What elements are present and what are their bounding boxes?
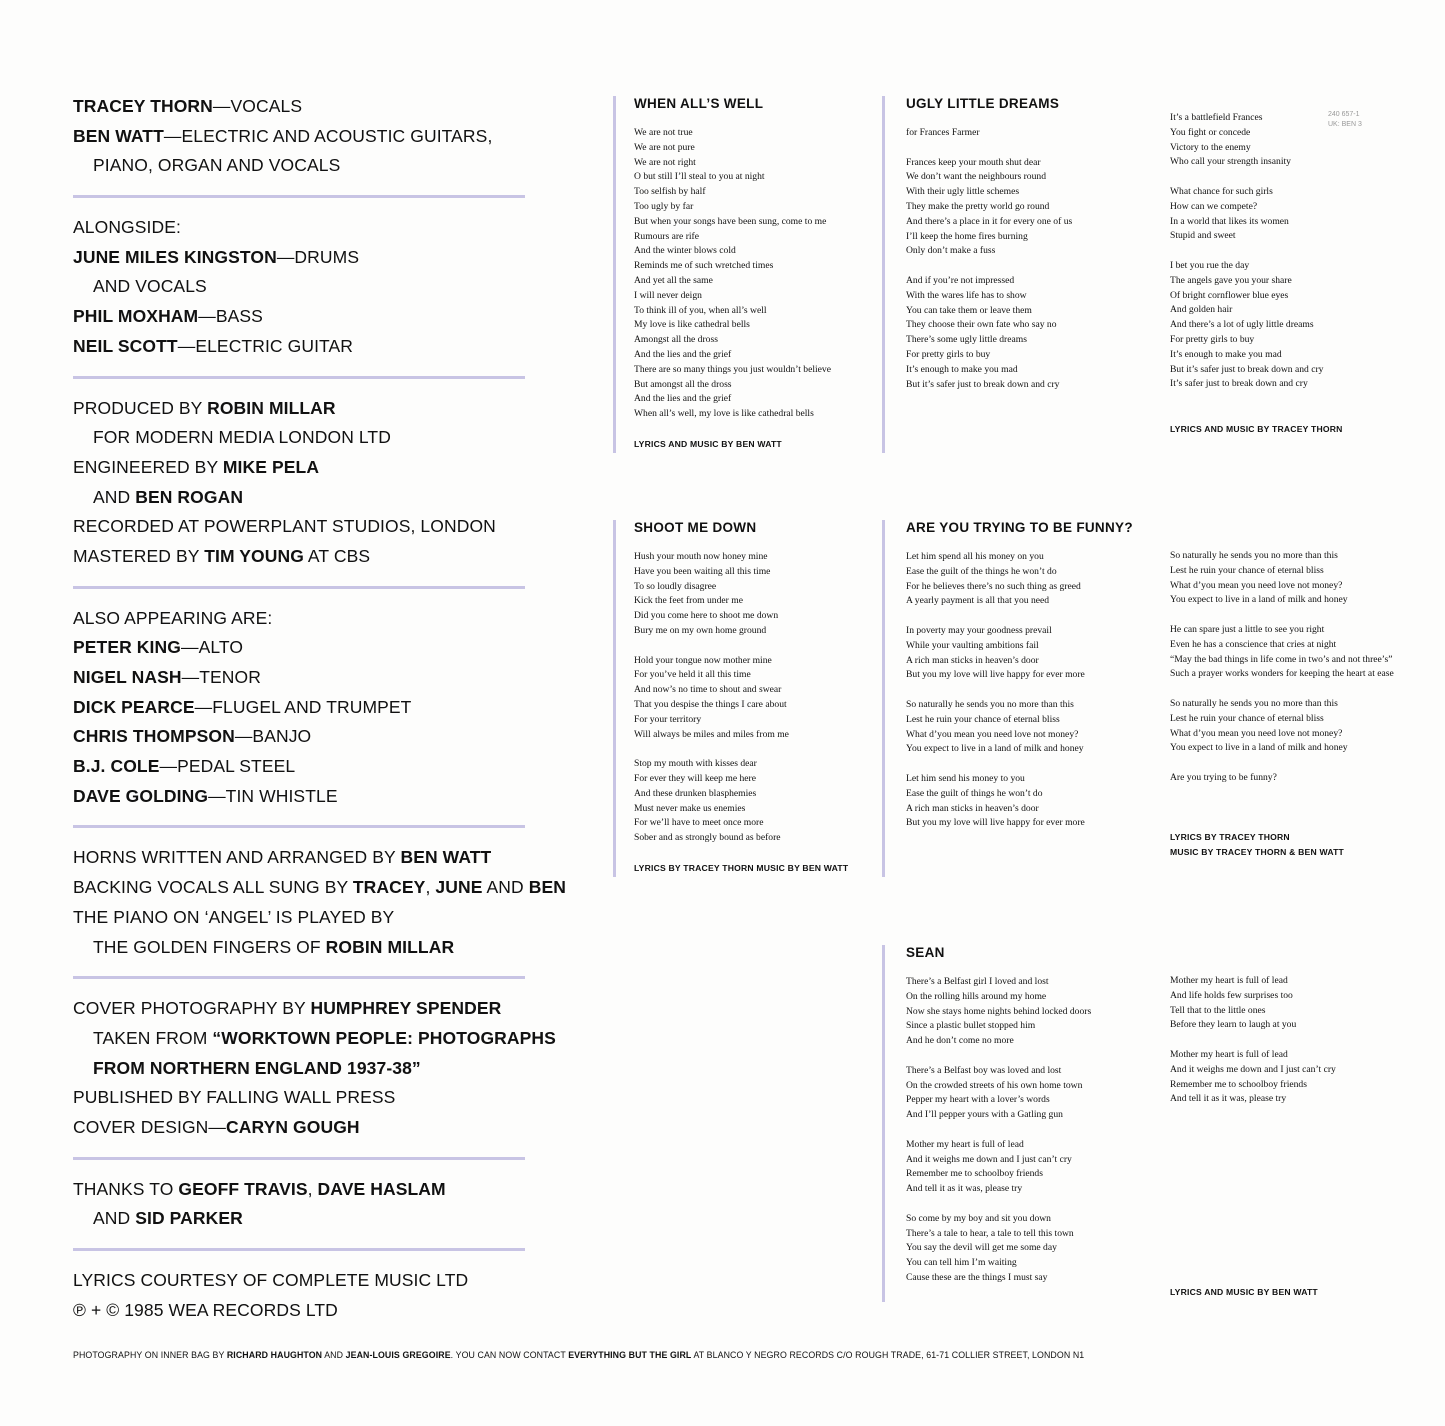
credit-line [73,1175,525,1205]
lyric-line: But it’s safer just to break down and cry [1170,363,1324,375]
credits-group [73,1266,525,1325]
credit-name: NEIL SCOTT [73,335,178,356]
lyric-line: Such a prayer works wonders for keeping the heart at ease [1170,668,1394,680]
lyric-line: Ease the guilt of things he won’t do [906,787,1043,799]
credit-line [73,604,525,634]
lyric-line: To so loudly disagree [634,580,717,592]
lyric-line: I will never deign [634,289,702,301]
lyric-line: Cause these are the things I must say [906,1271,1048,1283]
lyric-line: There are so many things you just wouldn’t believe [634,363,831,375]
lyric-line: So naturally he sends you no more than this [1170,550,1338,561]
lyric-line: So naturally he sends you no more than this [906,698,1074,710]
catalog-line: UK: BEN 3 [1328,121,1362,128]
credit-name: BEN [528,877,566,898]
lyric-line: Mother my heart is full of lead [1170,975,1288,986]
song-title: UGLY LITTLE DREAMS [906,96,1060,111]
lyric-line: But you my love will live happy for ever more [906,669,1085,681]
song-credit: LYRICS BY TRACEY THORN [1170,832,1290,843]
column-divider [882,945,885,1302]
lyric-line: Let him spend all his money on you [906,551,1044,562]
lyric-line: Did you come here to shoot me down [634,610,779,622]
credit-line [73,122,525,152]
credit-text: PUBLISHED BY FALLING WALL PRESS [73,1087,396,1108]
song-title: WHEN ALL’S WELL [634,96,764,111]
credit-line [73,1083,525,1113]
song-shoot-me-down [634,520,848,876]
lyrics [1170,111,1343,392]
lyric-line: On the crowded streets of his own home town [906,1079,1083,1091]
lyric-line [1170,244,1343,259]
lyric-line: Mother my heart is full of lead [1170,1048,1288,1060]
credit-name: JUNE [435,877,483,898]
lyric-line: Pepper my heart with a lover’s words [906,1094,1050,1106]
lyric-line: You can tell him I’m waiting [906,1257,1017,1269]
catalog-number [1328,110,1362,130]
song-title: SHOOT ME DOWN [634,520,757,535]
lyric-line: For he believes there’s no such thing as greed [906,580,1081,592]
column-divider [882,96,885,453]
credit-name: B.J. COLE [73,756,160,777]
lyric-line: You expect to live in a land of milk and honey [1170,742,1348,754]
lyric-line: Tell that to the little ones [1170,1004,1266,1016]
lyric-line [1170,756,1394,771]
lyric-line: But it’s safer just to break down and cry [906,378,1060,390]
lyrics [634,550,848,846]
lyric-line [906,757,1133,772]
divider [73,1248,525,1251]
lyric-line: You fight or concede [1170,126,1251,138]
lyric-line: Who call your strength insanity [1170,156,1291,168]
credits-column [73,92,566,1325]
lyric-line: On the rolling hills around my home [906,990,1047,1002]
lyric-line: In poverty may your goodness prevail [906,624,1052,636]
credit-text: —FLUGEL AND TRUMPET [194,696,412,717]
lyric-line: So naturally he sends you no more than this [1170,697,1338,709]
lyric-line: There’s a tale to hear, a tale to tell this town [906,1227,1074,1239]
lyrics [634,126,831,422]
lyric-line: Sober and as strongly bound as before [634,832,781,844]
lyric-line [1170,682,1394,697]
lyric-line: It’s a battlefield Frances [1170,112,1263,123]
lyrics [1170,549,1394,786]
footer-name: RICHARD HAUGHTON [226,1350,323,1360]
song-credit: LYRICS AND MUSIC BY BEN WATT [1170,1287,1318,1297]
lyrics [906,550,1133,831]
lyric-line: We are not true [634,127,693,138]
lyric-line: And he don’t come no more [906,1035,1014,1047]
credit-text: —ALTO [180,637,244,658]
divider [73,376,525,379]
lyrics [1170,974,1336,1107]
credit-text: LYRICS COURTESY OF COMPLETE MUSIC LTD [73,1270,469,1290]
lyric-line: You expect to live in a land of milk and honey [906,743,1084,755]
credit-line [73,1204,525,1234]
lyric-line: Lest he ruin your chance of eternal bliss [906,713,1060,725]
lyric-line: But amongst all the dross [634,378,732,390]
lyric-line: What d’you mean you need love not money? [906,728,1079,740]
credit-name: “WORKTOWN PEOPLE: PHOTOGRAPHS [212,1027,556,1048]
credit-line [73,843,525,873]
lyric-line: And the winter blows cold [634,245,736,257]
lyric-line [634,639,848,654]
lyric-line: Of bright cornflower blue eyes [1170,289,1289,301]
credit-text: AND [93,1208,136,1229]
lyric-line: Mother my heart is full of lead [906,1138,1024,1150]
credit-line [73,633,525,663]
credit-name: DAVE GOLDING [73,785,209,806]
credits-group [73,843,566,962]
credit-name: PETER KING [73,637,181,658]
song-ugly-little-dreams [906,96,1072,392]
lyric-line: You expect to live in a land of milk and honey [1170,594,1348,606]
lyric-line: What chance for such girls [1170,185,1273,197]
credit-name: BEN WATT [400,847,492,868]
lyric-line: Now she stays home nights behind locked doors [906,1005,1092,1017]
lyric-line: Before they learn to laugh at you [1170,1019,1297,1031]
footer-text: AT BLANCO Y NEGRO RECORDS C/O ROUGH TRADE, 61-71 COLLIER STREET, LONDON N1 [691,1350,1085,1360]
credits-group [73,92,525,181]
lyric-line: Frances keep your mouth shut dear [906,156,1041,168]
lyric-line: And life holds few surprises too [1170,989,1293,1001]
song-credit: LYRICS AND MUSIC BY TRACEY THORN [1170,423,1343,434]
lyric-line [1170,170,1343,185]
divider [73,1157,525,1160]
lyric-line [906,259,1072,274]
song-sean-cont [1170,974,1336,1107]
credit-line [73,873,566,903]
lyric-line: Are you trying to be funny? [1170,771,1277,783]
credit-text: , [425,877,436,898]
lyric-line: They make the pretty world go round [906,200,1050,212]
lyric-line: When all’s well, my love is like cathedral bells [634,408,814,420]
credit-line [73,663,525,693]
lyric-line: And the lies and the grief [634,393,732,405]
lyric-line: “May the bad things in life come in two’s and not three’s” [1170,653,1393,665]
lyric-line: And if you’re not impressed [906,274,1015,286]
lyric-line: Lest he ruin your chance of eternal bliss [1170,712,1324,724]
lyric-line: He can spare just a little to see you right [1170,623,1325,635]
lyric-line: I’ll keep the home fires burning [906,230,1028,242]
credit-line [73,512,525,542]
credit-name: TRACEY [352,877,426,898]
credits-group [73,1175,525,1234]
credit-name: TRACEY THORN [73,96,213,116]
credit-text: HORNS WRITTEN AND ARRANGED BY [73,847,401,868]
lyric-line: For you’ve held it all this time [634,669,751,681]
credit-text: AND [482,877,529,898]
column-divider [613,520,616,877]
credit-line [73,272,525,302]
credit-name: ROBIN MILLAR [207,397,336,418]
credit-line [73,1266,525,1296]
footer-name: JEAN-LOUIS GREGOIRE [345,1350,451,1360]
footer-text: AND [322,1350,346,1360]
lyric-line: But you my love will live happy for ever more [906,817,1085,829]
credit-text: AND VOCALS [93,276,207,297]
credit-line [73,782,525,812]
lyric-line: We don’t want the neighbours round [906,171,1046,183]
lyric-line: And tell it as it was, please try [906,1183,1023,1195]
credit-line [73,1113,525,1143]
lyrics [906,126,1072,392]
credit-text: AND [93,486,136,507]
lyric-line: Remember me to schoolboy friends [906,1168,1043,1180]
lyrics [906,975,1091,1286]
song-ugly-little-dreams-cont [1170,111,1343,437]
lyric-line: Too selfish by half [634,186,706,198]
credit-text: AT CBS [303,545,371,566]
lyric-line [906,683,1133,698]
song-are-you-trying-to-be-funny [906,520,1133,831]
lyric-line: Hush your mouth now honey mine [634,551,768,562]
credit-name: JUNE MILES KINGSTON [73,246,277,267]
lyric-line: Too ugly by far [634,200,694,212]
lyric-line: Victory to the enemy [1170,141,1251,153]
footer-name: EVERYTHING BUT THE GIRL [568,1350,692,1360]
credit-line [73,332,525,362]
credit-line [73,1296,525,1326]
credit-line [73,453,525,483]
lyric-line [634,742,848,757]
lyric-line: It’s enough to make you mad [1170,348,1282,360]
credit-line [73,151,525,181]
credit-text: —VOCALS [212,96,303,116]
lyric-line: We are not pure [634,141,695,153]
credits-group [73,394,525,572]
lyric-line: Since a plastic bullet stopped him [906,1020,1036,1032]
credit-line [73,92,525,122]
credit-text: —BANJO [234,726,312,747]
song-credit: LYRICS AND MUSIC BY BEN WATT [634,438,782,449]
credit-line [73,903,525,933]
credit-text: —ELECTRIC AND ACOUSTIC GUITARS, [163,125,493,146]
credits-group [73,994,556,1142]
credit-name: FROM NORTHERN ENGLAND 1937-38” [93,1057,421,1078]
catalog-line: 240 657-1 [1328,111,1360,118]
song-are-you-trying-to-be-funny-cont [1170,549,1394,860]
credit-text: —PEDAL STEEL [159,756,296,777]
lyric-line [906,141,1072,156]
credit-name: NIGEL NASH [73,667,182,687]
credit-line [73,243,525,273]
lyric-line: And it weighs me down and I just can’t cry [906,1153,1072,1165]
lyric-line: Rumours are rife [634,230,700,242]
lyric-line: You say the devil will get me some day [906,1242,1057,1254]
footer-text: PHOTOGRAPHY ON INNER BAG BY [73,1350,227,1360]
credit-line [73,483,525,513]
lyric-line: What d’you mean you need love not money? [1170,579,1343,591]
lyric-line [906,1049,1091,1064]
credit-name: DICK PEARCE [73,696,195,717]
lyric-line: O but still I’ll steal to you at night [634,171,765,183]
credit-text: ALSO APPEARING ARE: [73,607,273,628]
credit-name: CARYN GOUGH [226,1116,360,1137]
lyric-line: Bury me on my own home ground [634,624,767,636]
credit-line [73,213,525,243]
lyric-line: For pretty girls to buy [906,348,991,360]
lyric-line: How can we compete? [1170,200,1258,212]
lyric-line: And I’ll pepper yours with a Gatling gun [906,1109,1063,1121]
credit-name: CHRIS THOMPSON [73,726,235,747]
credit-text: —DRUMS [276,246,360,267]
lyric-line: Only don’t make a fuss [906,245,996,257]
lyric-line: Will always be miles and miles from me [634,728,789,740]
song-credit: MUSIC BY TRACEY THORN & BEN WATT [1170,846,1344,857]
credit-line [73,394,525,424]
divider [73,976,525,979]
lyric-line: To think ill of you, when all’s well [634,304,767,316]
song-title: SEAN [906,945,945,960]
lyric-line: And there’s a place in it for every one of us [906,215,1073,227]
lyric-line: It’s safer just to break down and cry [1170,378,1308,390]
credit-line [73,722,525,752]
divider [73,195,525,198]
lyric-line: And yet all the same [634,274,713,286]
lyric-line: for Frances Farmer [906,127,980,138]
lyric-line: And now’s no time to shout and swear [634,684,782,696]
credit-name: BEN WATT [73,125,164,146]
credit-name: MIKE PELA [222,456,320,477]
lyric-line: There’s a Belfast girl I loved and lost [906,976,1049,987]
credit-text: ENGINEERED BY [73,456,223,477]
credit-text: THE PIANO ON ‘ANGEL’ IS PLAYED BY [73,906,395,927]
lyric-line: They choose their own fate who say no [906,319,1057,331]
credit-name: HUMPHREY SPENDER [310,998,502,1019]
credit-text: THE GOLDEN FINGERS OF [93,936,326,957]
lyric-line: You can take them or leave them [906,304,1032,316]
lyric-line: For your territory [634,713,702,725]
credit-text: COVER PHOTOGRAPHY BY [73,998,311,1019]
lyric-line: And the lies and the grief [634,348,732,360]
lyric-line: And it weighs me down and I just can’t cry [1170,1063,1336,1075]
lyric-line: Remember me to schoolboy friends [1170,1078,1307,1090]
song-when-alls-well [634,96,831,452]
divider [73,825,525,828]
lyric-line [906,1123,1091,1138]
lyric-line: Even he has a conscience that cries at night [1170,638,1337,650]
credit-text: FOR MODERN MEDIA LONDON LTD [93,427,391,448]
lyric-line: That you despise the things I care about [634,698,787,710]
footer-text: . YOU CAN NOW CONTACT [450,1350,569,1360]
credit-text: —TIN WHISTLE [208,785,338,806]
lyric-line: Reminds me of such wretched times [634,260,774,272]
credit-line [73,302,525,332]
lyric-line: The angels gave you your share [1170,274,1292,286]
lyric-line [1170,1033,1336,1048]
credit-line [73,994,525,1024]
credit-text: THANKS TO [73,1178,179,1199]
song-credit: LYRICS BY TRACEY THORN MUSIC BY BEN WATT [634,862,849,873]
lyric-line: With their ugly little schemes [906,186,1020,198]
credit-line [73,752,525,782]
lyric-line: There’s some ugly little dreams [906,334,1027,346]
lyric-line: For we’ll have to meet once more [634,817,764,829]
credit-text: RECORDED AT POWERPLANT STUDIOS, LONDON [73,516,496,537]
credit-line [73,693,525,723]
credit-name: ROBIN MILLAR [325,936,455,957]
credit-text: PRODUCED BY [73,397,208,418]
lyric-line: A rich man sticks in heaven’s door [906,654,1039,666]
credit-name: SID PARKER [135,1208,243,1229]
song-sean [906,945,1091,1286]
credit-text: COVER DESIGN— [73,1116,226,1137]
song-title: ARE YOU TRYING TO BE FUNNY? [906,520,1133,535]
lyric-line: And golden hair [1170,304,1233,316]
lyric-line: Have you been waiting all this time [634,565,771,577]
lyric-line: For pretty girls to buy [1170,333,1255,345]
lyric-line [906,1197,1091,1212]
credit-text: , [307,1178,318,1199]
lyric-line: So come by my boy and sit you down [906,1212,1051,1224]
lyric-line: It’s enough to make you mad [906,363,1018,375]
lyric-line: And there’s a lot of ugly little dreams [1170,319,1314,331]
lyric-line: A yearly payment is all that you need [906,595,1050,607]
lyric-line: Lest he ruin your chance of eternal bliss [1170,564,1324,576]
credit-text: BACKING VOCALS ALL SUNG BY [73,877,353,898]
credit-line [73,1024,556,1054]
lyric-line: Must never make us enemies [634,802,746,814]
lyric-line: But when your songs have been sung, come to me [634,215,827,227]
lyric-line: What d’you mean you need love not money? [1170,727,1343,739]
credit-name: PHIL MOXHAM [73,306,199,327]
lyric-line: There’s a Belfast boy was loved and lost [906,1064,1062,1076]
lyric-line: Hold your tongue now mother mine [634,654,772,666]
lyric-line: My love is like cathedral bells [634,319,750,331]
lyric-line: Amongst all the dross [634,334,718,346]
column-divider [613,96,616,453]
lyric-line: For ever they will keep me here [634,772,757,784]
lyric-line: And tell it as it was, please try [1170,1093,1287,1105]
credit-text: ALONGSIDE: [73,217,181,238]
credit-line [73,542,525,572]
credits-group [73,213,525,361]
lyric-line: While your vaulting ambitions fail [906,639,1039,651]
credit-line [73,933,525,963]
lyric-line: Stop my mouth with kisses dear [634,758,757,770]
credits-group [73,604,525,812]
lyric-line: Stupid and sweet [1170,230,1236,242]
credit-text: PIANO, ORGAN AND VOCALS [93,155,341,176]
credit-text: —BASS [198,306,263,327]
credit-text: MASTERED BY [73,545,205,566]
divider [73,586,525,589]
credit-line [73,423,525,453]
credit-name: TIM YOUNG [204,545,304,566]
credit-text: —ELECTRIC GUITAR [177,335,354,356]
lyric-line: Let him send his money to you [906,772,1025,784]
credit-name: DAVE HASLAM [317,1178,446,1199]
lyric-line: Ease the guilt of the things he won’t do [906,565,1057,577]
credit-text: TAKEN FROM [93,1027,213,1048]
lyric-line: We are not right [634,156,696,168]
lyric-line [906,609,1133,624]
lyric-line: In a world that likes its women [1170,215,1289,227]
lyric-line: With the wares life has to show [906,289,1027,301]
lyric-line: A rich man sticks in heaven’s door [906,802,1039,814]
credit-name: GEOFF TRAVIS [178,1178,308,1199]
credit-text: ℗ + © 1985 WEA RECORDS LTD [73,1299,338,1320]
credit-name: BEN ROGAN [135,486,244,507]
footer-credits [73,1350,1084,1360]
lyric-line: I bet you rue the day [1170,259,1250,271]
lyric-line [1170,608,1394,623]
column-divider [882,520,885,877]
lyric-line: Kick the feet from under me [634,595,743,607]
credit-line [73,1054,525,1084]
lyric-line: And these drunken blasphemies [634,787,757,799]
credit-text: —TENOR [181,667,261,687]
